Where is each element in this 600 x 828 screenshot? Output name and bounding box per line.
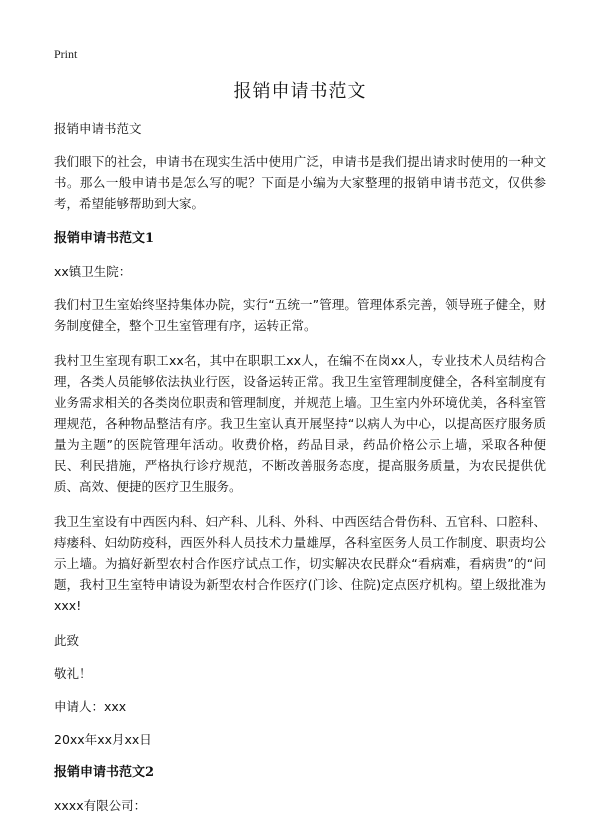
section1-closing: 此致 bbox=[54, 633, 80, 648]
document-title: 报销申请书范文 bbox=[233, 81, 367, 102]
section1-paragraph-1: 我们村卫生室始终坚持集体办院，实行“五统一”管理。管理体系完善，领导班子健全，财务制度健全，整个卫生室管理有序，运转正常。 bbox=[54, 297, 546, 333]
section1-heading: 报销申请书范文1 bbox=[54, 231, 155, 246]
section1-salutation: xx镇卫生院： bbox=[54, 264, 132, 279]
intro-label: 报销申请书范文 bbox=[54, 121, 142, 136]
section1-applicant: 申请人：xxx bbox=[54, 699, 127, 714]
section1-date: 20xx年xx月xx日 bbox=[54, 732, 152, 747]
section2-heading: 报销申请书范文2 bbox=[54, 765, 155, 780]
section2-salutation: xxxx有限公司： bbox=[54, 798, 147, 813]
print-label: Print bbox=[54, 47, 78, 61]
section1-paragraph-2: 我村卫生室现有职工xx名，其中在职职工xx人，在编不在岗xx人，专业技术人员结构合理，各类人员能够依法执业行医，设备运转正常。我卫生室管理制度健全，各科室制度有业务需求相关的各类岗位职责和管理制度，并规范上墙。卫生室内外环境优美，各科室管理规范，各种物品整洁有序。我卫生室认真开展坚持“以病人为中心，以提高医疗服务质量为主题”的医院管理年活动。收费价格，药品目录，药品价格公示上墙，采取各种便民、利民措施，严格执行诊疗规范，不断改善服务态度，提高服务质量，为农民提供优质、高效、便捷的医疗卫生服务。 bbox=[54, 353, 546, 494]
document-body bbox=[54, 118, 546, 828]
intro-paragraph: 我们眼下的社会，申请书在现实生活中使用广泛，申请书是我们提出请求时使用的一种文书。那么一般申请书是怎么写的呢？下面是小编为大家整理的报销申请书范文，仅供参考，希望能够帮助到大家。 bbox=[54, 154, 546, 211]
section1-salute: 敬礼！ bbox=[54, 666, 92, 681]
section1-paragraph-3: 我卫生室设有中西医内科、妇产科、儿科、外科、中西医结合骨伤科、五官科、口腔科、痔瘘科、妇幼防疫科，西医外科人员技术力量雄厚，各科室医务人员工作制度、职责均公示上墙。为搞好新型农村合作医疗试点工作，切实解决农民群众“看病难，看病贵”的“问题，我村卫生室特申请设为新型农村合作医疗(门诊、住院)定点医疗机构。望上级批准为xxx! bbox=[54, 514, 546, 613]
